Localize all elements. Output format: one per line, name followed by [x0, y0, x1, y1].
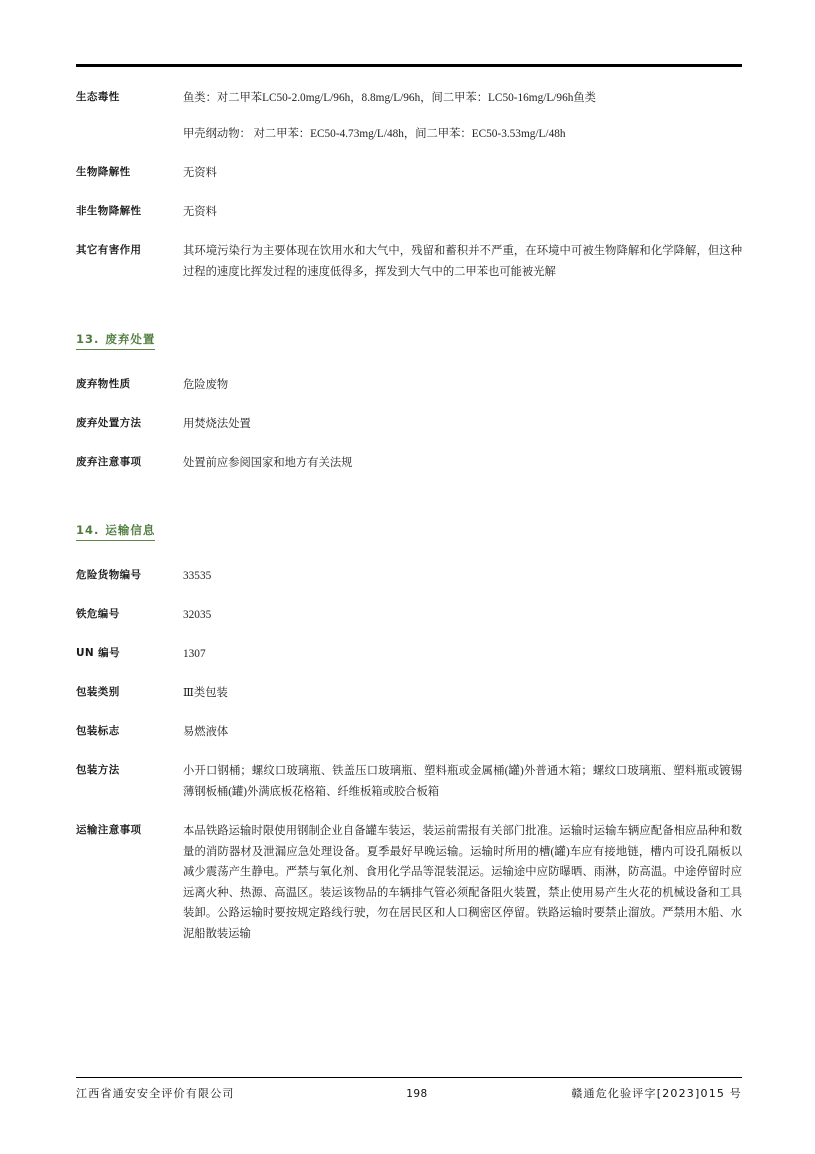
page-content [76, 88, 742, 963]
property-value-line: 鱼类：对二甲苯LC50-2.0mg/L/96h，8.8mg/L/96h，间二甲苯：LC50-16mg/L/96h鱼类 [183, 92, 596, 104]
property-label: 包装方法 [76, 764, 120, 776]
property-row [76, 644, 742, 664]
property-value-line: 甲壳纲动物： 对二甲苯：EC50-4.73mg/L/48h，间二甲苯：EC50-3.53mg/L/48h [183, 128, 566, 140]
property-value: 32035 [183, 609, 212, 621]
section-transport-information [76, 492, 742, 944]
property-value: 危险废物 [183, 379, 229, 391]
section-number: 13. [76, 332, 100, 346]
property-label: 废弃处置方法 [76, 417, 142, 429]
property-value: 无资料 [183, 206, 217, 218]
section-title: 运输信息 [105, 523, 156, 537]
footer-page-number: 198 [406, 1088, 428, 1100]
section-heading-13 [76, 332, 155, 350]
footer-divider [76, 1077, 742, 1078]
property-row [76, 683, 742, 703]
property-value: 其环境污染行为主要体现在饮用水和大气中，残留和蓄积并不严重，在环境中可被生物降解和化学降解，但这种过程的速度比挥发过程的速度低得多，挥发到大气中的二甲苯也可能被光解 [183, 245, 742, 278]
property-label: 运输注意事项 [76, 824, 142, 836]
property-label: 危险货物编号 [76, 569, 142, 581]
property-value: 无资料 [183, 167, 217, 179]
property-row [76, 761, 742, 802]
section-title: 废弃处置 [105, 332, 156, 346]
property-value: 1307 [183, 648, 206, 660]
property-value: 处置前应参阅国家和地方有关法规 [183, 457, 353, 469]
property-value: 33535 [183, 570, 212, 582]
property-label: 废弃物性质 [76, 378, 131, 390]
page-footer [76, 1085, 742, 1101]
property-row [76, 241, 742, 282]
property-value: 用焚烧法处置 [183, 418, 251, 430]
property-row [76, 414, 742, 434]
footer-company-name: 江西省通安安全评价有限公司 [76, 1087, 235, 1100]
property-row [76, 566, 742, 586]
property-row [76, 375, 742, 395]
property-row [76, 722, 742, 742]
property-row [76, 453, 742, 473]
property-label: UN 编号 [76, 647, 120, 659]
property-label: 其它有害作用 [76, 244, 142, 256]
property-label: 废弃注意事项 [76, 456, 142, 468]
property-row [76, 202, 742, 222]
property-value: 易燃液体 [183, 726, 229, 738]
property-label: 生态毒性 [76, 91, 120, 103]
section-ecological-information [76, 88, 742, 282]
property-label: 铁危编号 [76, 608, 120, 620]
property-label: 非生物降解性 [76, 205, 142, 217]
footer-reference-number: 赣通危化验评字[2023]015 号 [571, 1087, 742, 1100]
property-label: 生物降解性 [76, 166, 131, 178]
property-value: 本品铁路运输时限使用钢制企业自备罐车装运，装运前需报有关部门批准。运输时运输车辆应配备相应品种和数量的消防器材及泄漏应急处理设备。夏季最好早晚运输。运输时所用的槽(罐)车应有接地链，槽内可设孔隔板以减少震荡产生静电。严禁与氧化剂、食用化学品等混装混运。运输途中应防曝晒、雨淋，防高温。中途停留时应远离火种、热源、高温区。装运该物品的车辆排气管必须配备阻火装置，禁止使用易产生火花的机械设备和工具装卸。公路运输时要按规定路线行驶，勿在居民区和人口稠密区停留。铁路运输时要禁止溜放。严禁用木船、水泥船散装运输 [183, 825, 742, 940]
property-value: 小开口钢桶；螺纹口玻璃瓶、铁盖压口玻璃瓶、塑料瓶或金属桶(罐)外普通木箱；螺纹口玻璃瓶、塑料瓶或镀锡薄钢板桶(罐)外满底板花格箱、纤维板箱或胶合板箱 [183, 765, 742, 798]
property-row [76, 821, 742, 944]
section-number: 14. [76, 523, 100, 537]
property-row [76, 605, 742, 625]
property-value [183, 88, 742, 144]
property-row [76, 163, 742, 183]
section-heading-14 [76, 523, 155, 541]
property-label: 包装标志 [76, 725, 120, 737]
property-label: 包装类别 [76, 686, 120, 698]
property-row [76, 88, 742, 144]
section-waste-disposal [76, 301, 742, 473]
header-divider [76, 64, 742, 67]
property-value: Ⅲ类包装 [183, 687, 228, 699]
